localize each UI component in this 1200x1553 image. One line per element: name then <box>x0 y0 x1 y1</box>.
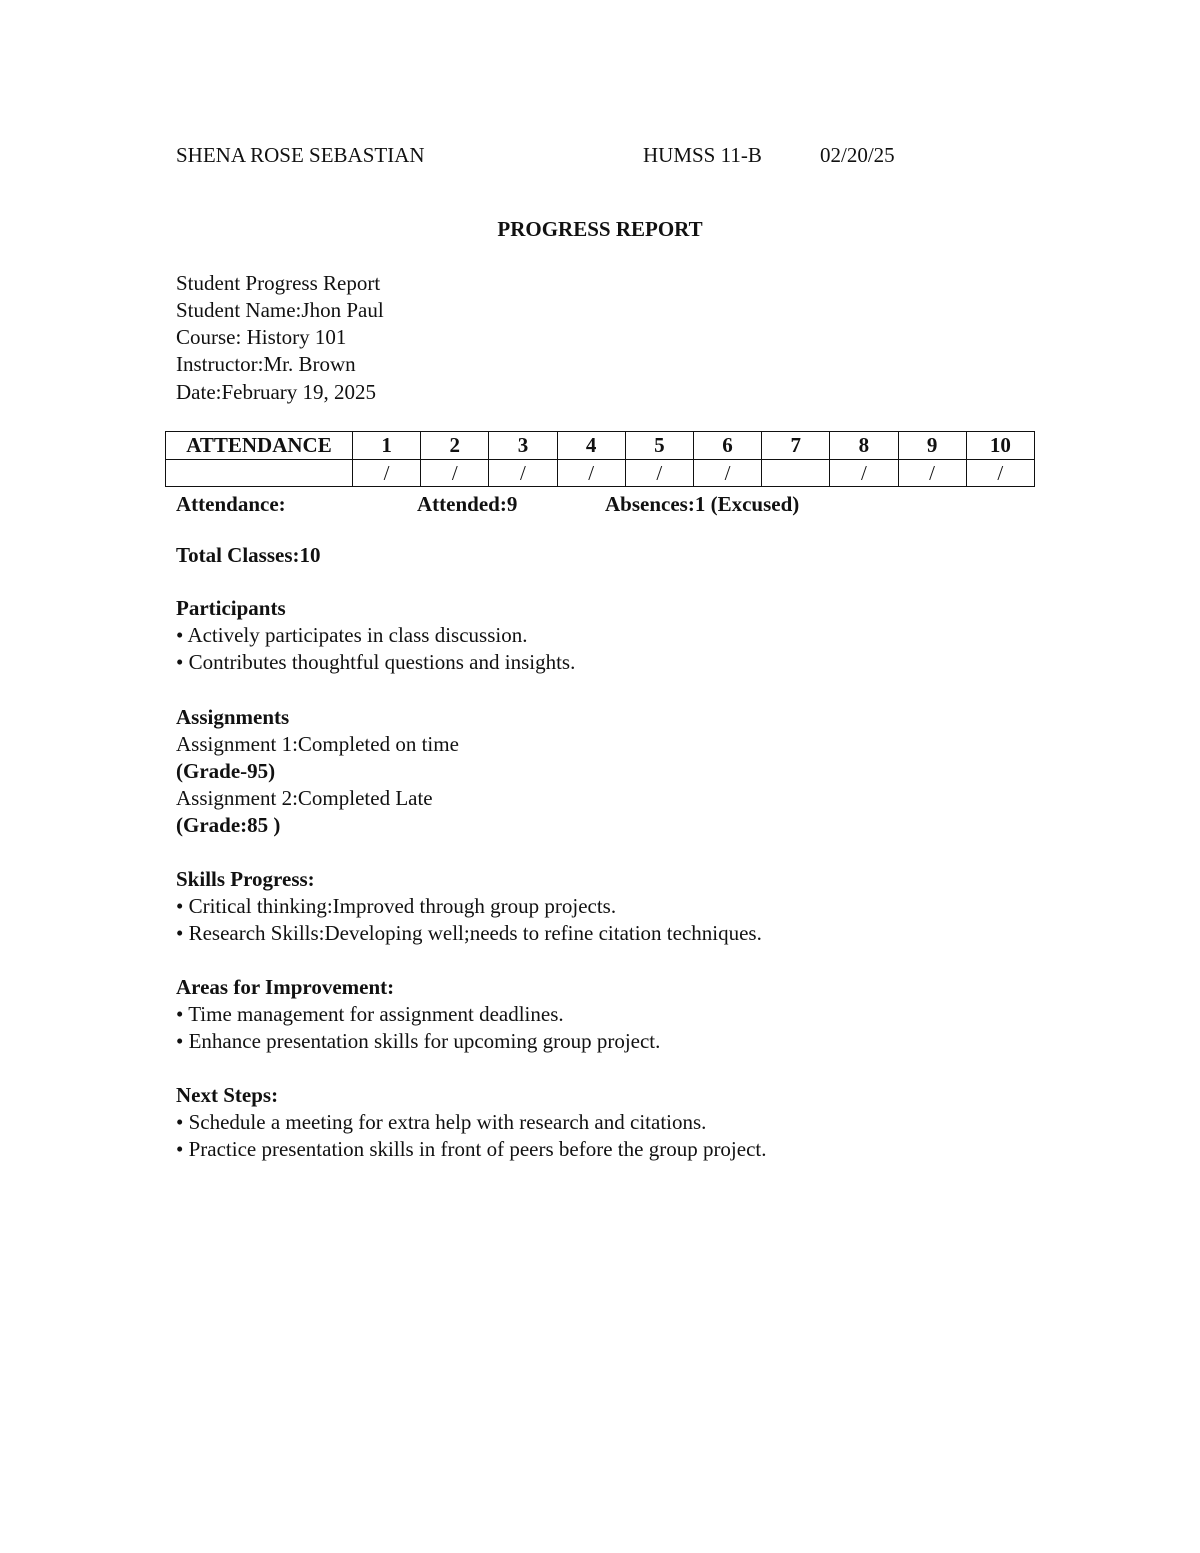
attendance-header-row <box>166 432 1035 460</box>
session-header-cell: 7 <box>762 432 830 460</box>
improvement-item: • Enhance presentation skills for upcoming group project. <box>176 1029 661 1053</box>
attendance-mark-cell: / <box>830 460 898 487</box>
attendance-mark-cell: / <box>489 460 557 487</box>
assignment-1-grade: (Grade-95) <box>176 759 276 783</box>
participants-heading: Participants <box>176 596 286 620</box>
next-steps-heading: Next Steps: <box>176 1083 279 1107</box>
attendance-mark-cell: / <box>966 460 1034 487</box>
improvement-item: • Time management for assignment deadlines. <box>176 1002 564 1026</box>
attendance-label-cell: ATTENDANCE <box>166 432 353 460</box>
session-header-cell: 6 <box>693 432 761 460</box>
attendance-mark-cell: / <box>353 460 421 487</box>
section-header: HUMSS 11-B <box>643 143 762 167</box>
participants-item: • Actively participates in class discussion. <box>176 623 528 647</box>
participants-item: • Contributes thoughtful questions and insights. <box>176 650 576 674</box>
assignment-2-grade: (Grade:85 ) <box>176 813 281 837</box>
assignments-heading: Assignments <box>176 705 290 729</box>
session-header-cell: 4 <box>557 432 625 460</box>
info-date: Date:February 19, 2025 <box>176 380 377 404</box>
session-header-cell: 3 <box>489 432 557 460</box>
skills-heading: Skills Progress: <box>176 867 315 891</box>
student-name-header: SHENA ROSE SEBASTIAN <box>176 143 425 167</box>
session-header-cell: 5 <box>625 432 693 460</box>
date-header: 02/20/25 <box>820 143 895 167</box>
session-header-cell: 8 <box>830 432 898 460</box>
attendance-mark-cell: / <box>625 460 693 487</box>
improvement-heading: Areas for Improvement: <box>176 975 395 999</box>
session-header-cell: 1 <box>353 432 421 460</box>
attended-count: Attended:9 <box>417 492 518 516</box>
skills-item: • Research Skills:Developing well;needs to refine citation techniques. <box>176 921 762 945</box>
attendance-mark-cell: / <box>693 460 761 487</box>
attendance-table <box>165 431 1035 487</box>
total-classes: Total Classes:10 <box>176 543 321 567</box>
next-steps-item: • Practice presentation skills in front of peers before the group project. <box>176 1137 767 1161</box>
attendance-summary-label: Attendance: <box>176 492 286 516</box>
attendance-mark-cell: / <box>557 460 625 487</box>
attendance-mark-cell: / <box>898 460 966 487</box>
assignment-1: Assignment 1:Completed on time <box>176 732 459 756</box>
session-header-cell: 2 <box>421 432 489 460</box>
next-steps-item: • Schedule a meeting for extra help with research and citations. <box>176 1110 707 1134</box>
attendance-blank-cell <box>166 460 353 487</box>
info-student-name: Student Name:Jhon Paul <box>176 298 384 322</box>
info-course: Course: History 101 <box>176 325 347 349</box>
absences-count: Absences:1 (Excused) <box>605 492 800 516</box>
skills-item: • Critical thinking:Improved through group projects. <box>176 894 617 918</box>
attendance-mark-cell: / <box>421 460 489 487</box>
info-report-title: Student Progress Report <box>176 271 381 295</box>
session-header-cell: 9 <box>898 432 966 460</box>
info-instructor: Instructor:Mr. Brown <box>176 352 356 376</box>
session-header-cell: 10 <box>966 432 1034 460</box>
page-title: PROGRESS REPORT <box>497 217 703 241</box>
attendance-mark-cell <box>762 460 830 487</box>
attendance-marks-row <box>166 460 1035 487</box>
assignment-2: Assignment 2:Completed Late <box>176 786 433 810</box>
